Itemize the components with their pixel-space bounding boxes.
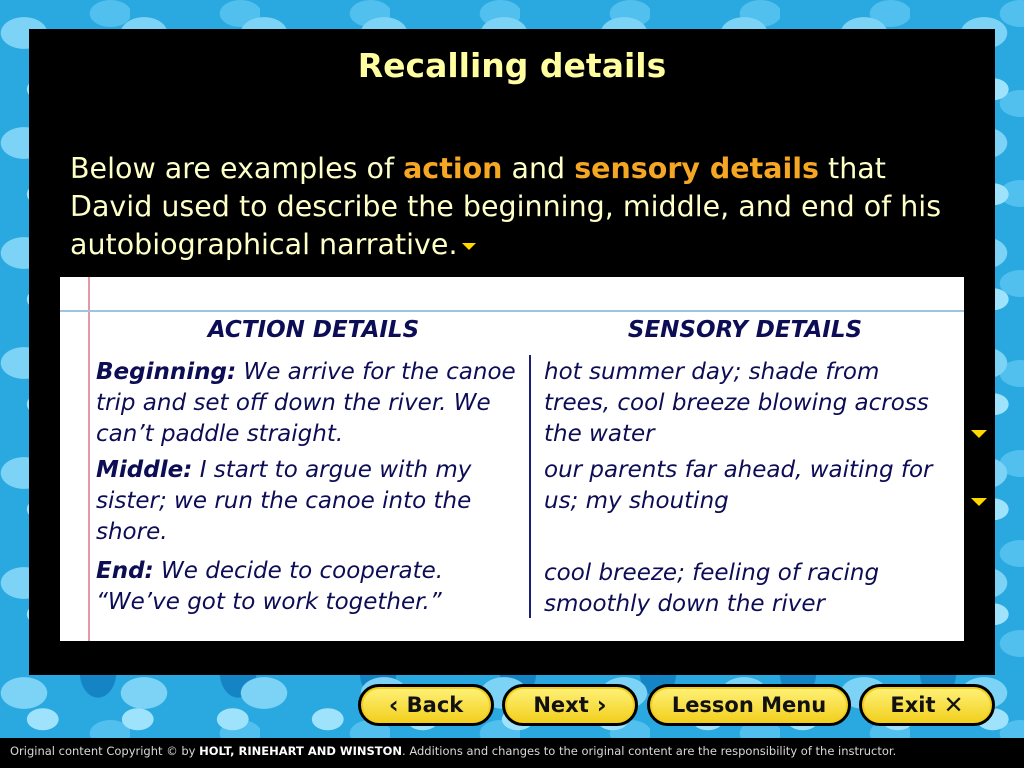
highlight-sensory: sensory details	[574, 152, 819, 185]
action-label: Middle:	[96, 457, 193, 483]
action-cell-end	[96, 556, 528, 618]
intro-part-2: and	[502, 152, 575, 185]
action-text: I start to argue with my sister; we run the canoe into the shore.	[96, 457, 472, 545]
action-text: We decide to cooperate. “We’ve got to work together.”	[96, 558, 444, 615]
exit-button[interactable]	[859, 684, 995, 726]
header-sensory-details: SENSORY DETAILS	[627, 317, 863, 343]
sensory-cell-beginning: hot summer day; shade from trees, cool breeze blowing across the water	[544, 359, 929, 447]
action-cell-middle	[96, 455, 528, 548]
copyright-footer	[0, 738, 1024, 768]
back-label: Back	[406, 693, 464, 717]
rule-line	[60, 310, 964, 312]
chevron-right-icon: ›	[596, 691, 607, 719]
animation-arrow-icon	[462, 243, 476, 250]
publisher-name: HOLT, RINEHART AND WINSTON	[199, 744, 403, 758]
intro-text	[70, 150, 970, 264]
slide-title: Recalling details	[357, 46, 667, 85]
chevron-left-icon: ‹	[388, 691, 399, 719]
back-button[interactable]	[358, 684, 494, 726]
lesson-menu-button[interactable]	[647, 684, 851, 726]
header-action-details: ACTION DETAILS	[207, 317, 420, 343]
action-cell-beginning	[96, 357, 526, 450]
close-icon: ✕	[943, 691, 964, 719]
intro-part-3: that David used to describe the beginning, middle, and end of his autobiographical narrative.	[70, 152, 942, 261]
highlight-action: action	[403, 152, 503, 185]
exit-label: Exit	[890, 693, 936, 717]
notebook-paper	[60, 277, 964, 641]
action-text: We arrive for the canoe trip and set off down the river. We can’t paddle straight.	[96, 359, 516, 447]
action-label: End:	[96, 558, 154, 584]
action-label: Beginning:	[96, 359, 237, 385]
sensory-cell-middle: our parents far ahead, waiting for us; my shouting	[544, 457, 933, 514]
lesson-menu-label: Lesson Menu	[671, 693, 827, 717]
animation-arrow-icon	[971, 430, 987, 438]
next-button[interactable]	[502, 684, 638, 726]
footer-prefix: Original content Copyright © by	[10, 744, 200, 758]
sensory-cell-end: cool breeze; feeling of racing smoothly down the river	[544, 560, 880, 617]
column-divider	[529, 355, 531, 618]
footer-suffix: . Additions and changes to the original content are the responsibility of the instructor.	[402, 744, 897, 758]
next-label: Next	[533, 693, 589, 717]
margin-line	[88, 277, 90, 641]
animation-arrow-icon	[971, 498, 987, 506]
intro-part-1: Below are examples of	[70, 152, 404, 185]
